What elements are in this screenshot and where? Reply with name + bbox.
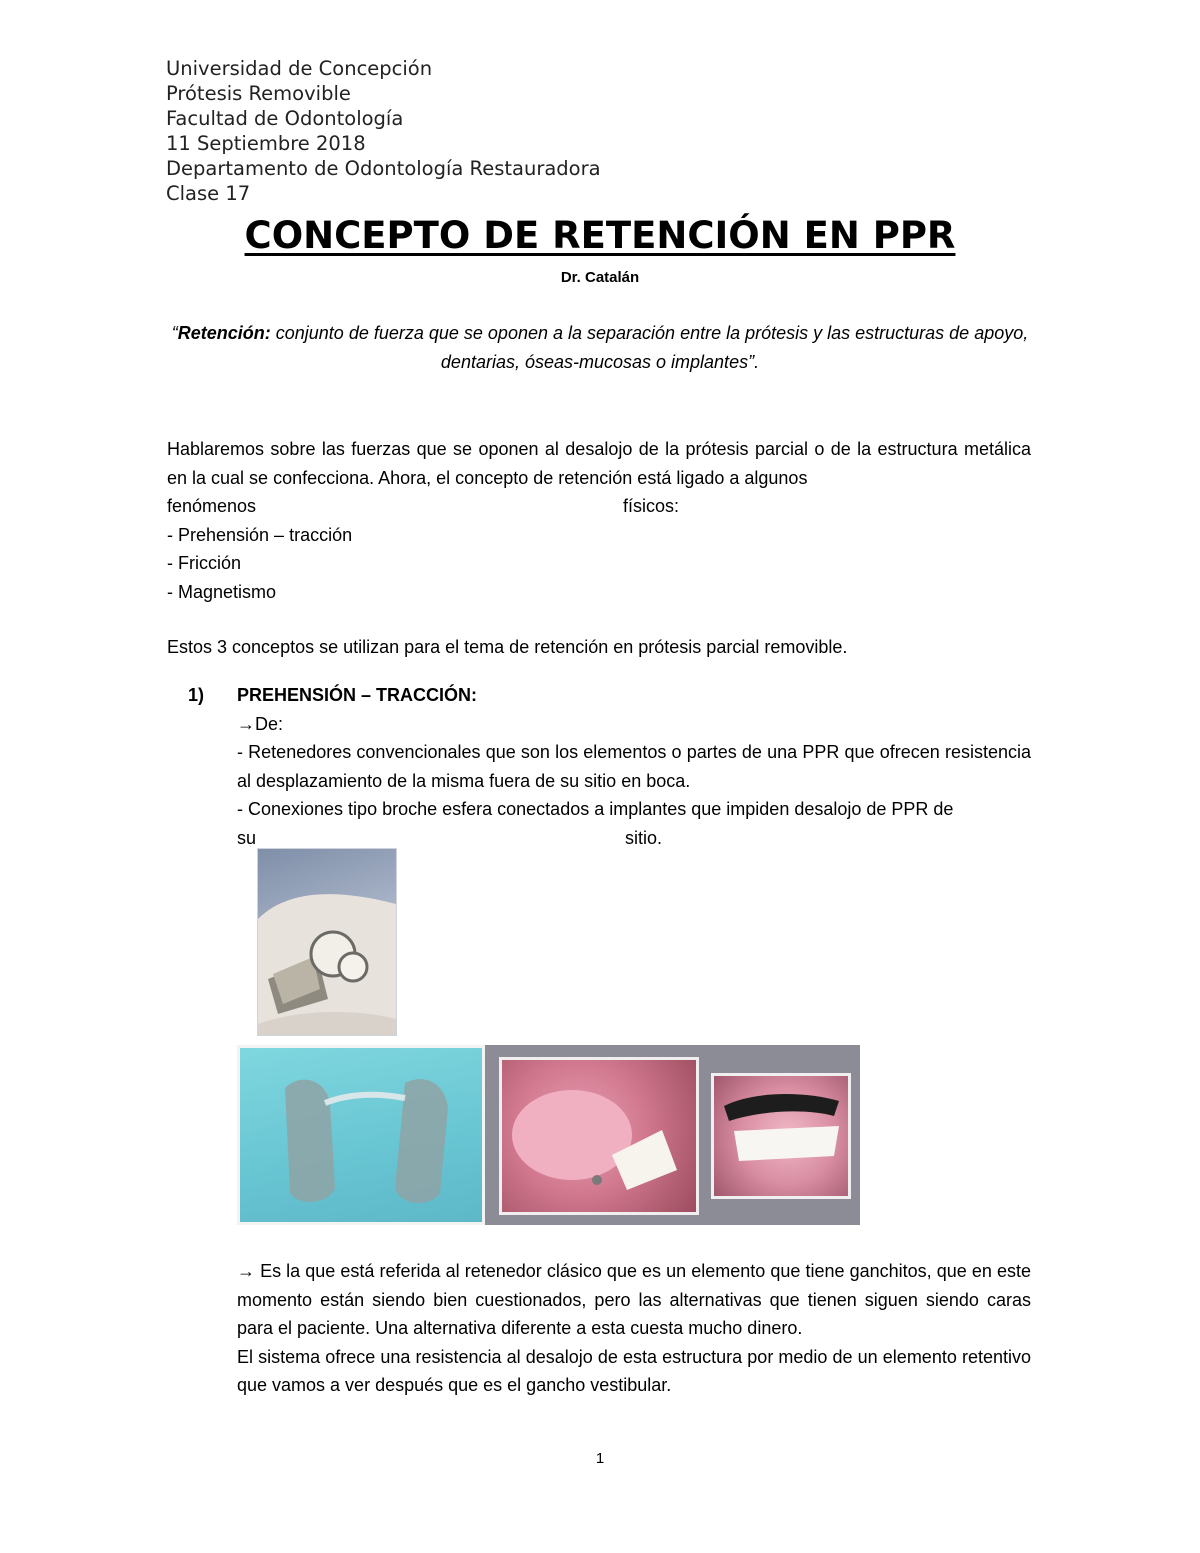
intro-text: Hablaremos sobre las fuerzas que se oponen al desalojo de la prótesis parcial o de la estructura metálica en la cual se confecciona. Ahora, el concepto de retención está ligado a algunos xyxy=(167,439,1031,488)
mouth-illustration xyxy=(502,1060,696,1212)
list-item: - Prehensión – tracción xyxy=(167,524,353,545)
section-body xyxy=(237,681,1031,852)
header-faculty: Facultad de Odontología xyxy=(166,107,404,130)
section-item-last-right: sitio. xyxy=(624,827,662,848)
header-class: Clase 17 xyxy=(166,182,251,205)
header-date: 11 Septiembre 2018 xyxy=(166,132,366,155)
header-course: Prótesis Removible xyxy=(166,82,351,105)
summary-paragraph: Estos 3 conceptos se utilizan para el tema de retención en prótesis parcial removible. xyxy=(167,637,848,657)
denture-illustration xyxy=(240,1048,482,1222)
intro-last-right: físicos: xyxy=(622,496,679,516)
section-item-last-left: su xyxy=(237,827,257,848)
list-item: - Magnetismo xyxy=(167,581,277,602)
denture-photo xyxy=(237,1045,485,1225)
page-title: CONCEPTO DE RETENCIÓN EN PPR xyxy=(244,214,956,257)
author: Dr. Catalán xyxy=(560,269,640,286)
mouth-photo xyxy=(499,1057,699,1215)
section-sub-label: De: xyxy=(255,713,284,734)
intro-paragraph xyxy=(167,435,1031,606)
quote-term: Retención: xyxy=(177,323,271,343)
section-sub xyxy=(237,710,1031,739)
section-number: 1) xyxy=(188,685,205,705)
retainer-illustration xyxy=(258,849,396,1035)
header-university: Universidad de Concepción xyxy=(166,57,433,80)
header-department: Departamento de Odontología Restauradora xyxy=(166,157,601,180)
bottom-paragraph-second: El sistema ofrece una resistencia al desalojo de esta estructura por medio de un elemento retentivo que vamos a ver después que es el gancho vestibular. xyxy=(237,1346,1031,1395)
section-item: - Retenedores convencionales que son los elementos o partes de una PPR que ofrecen resistencia al desplazamiento de la misma fuera de su sitio en boca. xyxy=(237,742,1031,791)
right-arrow-icon: → xyxy=(237,713,255,734)
retainer-photo xyxy=(257,848,397,1036)
bottom-paragraph-lead xyxy=(237,1257,1031,1343)
definition-quote xyxy=(160,319,1040,377)
bottom-paragraph xyxy=(237,1257,1031,1400)
section-item: - Conexiones tipo broche esfera conectados a implantes que impiden desalojo de PPR de xyxy=(237,799,954,819)
teeth-illustration xyxy=(714,1076,848,1196)
quote-text: conjunto de fuerza que se oponen a la separación entre la prótesis y las estructuras de apoyo, dentarias, óseas-mucosas o implantes”. xyxy=(270,323,1029,372)
list-item: - Fricción xyxy=(167,553,242,573)
teeth-photo xyxy=(711,1073,851,1199)
bottom-lead-text: Es la que está referida al retenedor clásico que es un elemento que tiene ganchitos, que en este momento están siendo bien cuestionados, pero las alternativas que tienen siguen siendo caras para el paciente. Una alternativa diferente a esta cuesta mucho dinero. xyxy=(237,1261,1031,1338)
right-arrow-icon: → xyxy=(237,1261,255,1281)
implant-photos xyxy=(237,1045,860,1225)
page-number: 1 xyxy=(595,1450,605,1467)
document-header xyxy=(166,56,601,206)
quote-open: “ xyxy=(171,323,178,343)
intro-last-left: fenómenos xyxy=(167,496,257,516)
intro-last-line xyxy=(167,492,1031,521)
section-heading: PREHENSIÓN – TRACCIÓN: xyxy=(237,685,478,705)
